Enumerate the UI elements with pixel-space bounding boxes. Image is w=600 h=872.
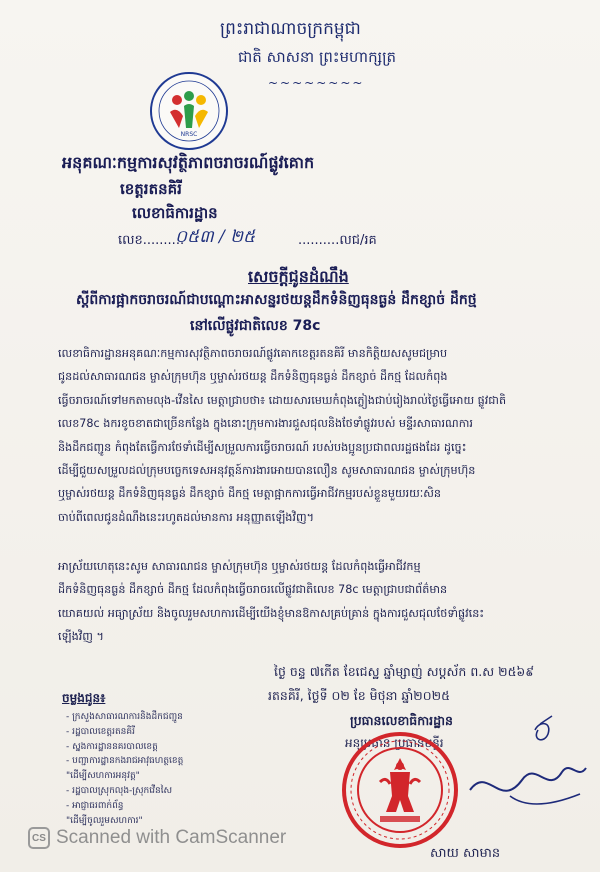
header-ornament: ~~~~~~~~ [268,76,365,90]
province-name: ខេត្តរតនគិរី [120,180,182,198]
cc-item: - ស្នងការដ្ឋាននគរបាលខេត្ត [66,741,158,752]
paragraph-line: និងដឹកជញ្ជូន កំពុងតែធ្វើការថែទាំដើម្បីសម្រួលការធ្វើចរាចរណ៍ របស់បងប្អូនប្រជាពលរដ្ឋផងដែរ ដូច្នេះ [58,440,467,454]
cc-title: ចម្លងជូន៖ [62,691,106,705]
paragraph-line: ចាប់ពីពេលជូនដំណឹងនេះរហូតដល់មានការ អនុញ្ញាតឡើងវិញ។ [58,510,314,524]
camscanner-watermark [28,826,286,850]
paragraph-line: ដើម្បីជួយសម្រួលដល់ក្រុមបច្ចេកទេសអនុវត្តន៍ការងារអោយបានលឿន សូមសាធារណជន ម្ចាស់ក្រុមហ៊ុន [58,464,476,478]
nrsc-logo [148,70,230,152]
camscanner-text: Scanned with CamScanner [56,827,287,848]
paragraph-line: លេខ78c ងករខូចខាតជាច្រើនកន្លែង ក្នុងនោះក្រុមការងារជួសជុលនិងថែទាំផ្លូវរបស់ មន្ទីរសាធារណការ [58,417,473,431]
camscanner-icon: CS [28,827,50,849]
lunar-date: ថ្ងៃ ចន្ទ ៧កើត ខែជេស្ឋ ឆ្នាំម្សាញ់ សប្តស័ក ព.ស ២៥៦៩ [274,664,535,679]
svg-text:NRSC: NRSC [180,131,198,138]
cc-item: - បញ្ជាការដ្ឋានកងរាជអាវុធហត្ថខេត្ត [66,756,184,767]
solar-date: រតនគិរី, ថ្ងៃទី ០២ ខែ មិថុនា ឆ្នាំ២០២៥ [268,688,450,703]
organization-name: អនុគណៈកម្មការសុវត្ថិភាពចរាចរណ៍ផ្លូវគោក [62,153,315,172]
notice-subject-line-2: នៅលើផ្លូវជាតិលេខ 78c [190,318,321,334]
secretariat-name: លេខាធិការដ្ឋាន [132,204,218,222]
signatory-name: សាយ សាមាន [430,846,501,861]
reference-suffix: ..........លជ/រគ [298,233,377,248]
signatory-title: ប្រធានលេខាធិការដ្ឋាន [350,713,453,728]
body-paragraph-2 [58,555,558,649]
cc-item: - រដ្ឋបាលស្រុកលុង-ស្រុកវើនសៃ [66,785,173,796]
cc-item: "ដើម្បីសហការអនុវត្ត" [66,771,140,782]
cc-list [66,710,183,828]
cc-item: "ដើម្បីចូលរួមសហការ" [66,815,143,826]
paragraph-line: យោគយល់ អធ្យាស្រ័យ និងចូលរួមសហការដើម្បីយើងខ្ញុំមានឱកាសគ្រប់គ្រាន់ ក្នុងការជួសជុលថែទាំផ្លូវនេះ [58,606,485,620]
paragraph-line: ដឹកទំនិញធុនធ្ងន់ ដឹកខ្សាច់ ដឹកថ្ម ដែលកំពុងធ្វើចរាចរលើផ្លូវជាតិលេខ 78c មេត្តាជ្រាបជាព័ត៌មាន [58,583,448,597]
kingdom-heading: ព្រះរាជាណាចក្រកម្ពុជា [220,19,361,39]
notice-title: សេចក្តីជូនដំណឹង [248,267,349,286]
cc-item: - ក្រសួងសាធារណការនិងដឹកជញ្ជូន [66,712,183,722]
notice-subject-line-1: ស្តីពីការផ្អាកចរាចរណ៍ជាបណ្តោះអាសន្នរថយន្តដឹកទំនិញធុនធ្ងន់ ដឹកខ្សាច់ ដឹកថ្ម [76,292,477,308]
handwritten-signature [440,710,590,840]
body-paragraph-1 [58,342,558,529]
paragraph-line: ឬម្ចាស់រថយន្ត ដឹកទំនិញធុនធ្ងន់ ដឹកខ្សាច់ ដឹកថ្ម មេត្តាផ្អាកការធ្វើអាជីវកម្មរបស់ខ្លួនមួយរយៈសិន [58,487,441,501]
reference-number-handwritten: ០៥៣ / ២៥ [175,227,256,247]
signatory-subtitle: អនុប្រធាន ប្រធានមន្ទីរ [345,736,444,750]
national-motto: ជាតិ សាសនា ព្រះមហាក្សត្រ [238,48,397,66]
reference-prefix: លេខ.......... [118,233,185,248]
paragraph-line: ធ្វើចរាចរណ៍ទៅមកតាមលុង-វើនសៃ មេត្តាជ្រាបថា៖ ដោយសារមេឃកំពុងភ្លៀងជាប់រៀងរាល់ថ្ងៃធ្វើអោយ ផ្លូវជាតិ [58,393,507,407]
paragraph-line: ឡើងវិញ ។ [58,630,104,644]
paragraph-line: លេខាធិការដ្ឋានអនុគណៈកម្មការសុវត្ថិភាពចរាចរណ៍ផ្លូវគោកខេត្តរតនគិរី មានកិត្តិយសសូមជម្រាប [58,347,448,360]
cc-item: - អាជ្ញាធរពាក់ព័ន្ធ [66,800,124,811]
paragraph-line: ជូនដល់សាធារណជន ម្ចាស់ក្រុមហ៊ុន ឬម្ចាស់រថយន្ត ដឹកទំនិញធុនធ្ងន់ ដឹកខ្សាច់ ដឹកថ្ម ដែលកំពុង [58,370,448,384]
paragraph-line: អាស្រ័យហេតុនេះសូម សាធារណជន ម្ចាស់ក្រុមហ៊ុន ឬម្ចាស់រថយន្ត ដែលកំពុងធ្វើអាជីវកម្ម [58,560,421,573]
cc-item: - រដ្ឋបាលខេត្តរតនគិរី [66,726,135,737]
